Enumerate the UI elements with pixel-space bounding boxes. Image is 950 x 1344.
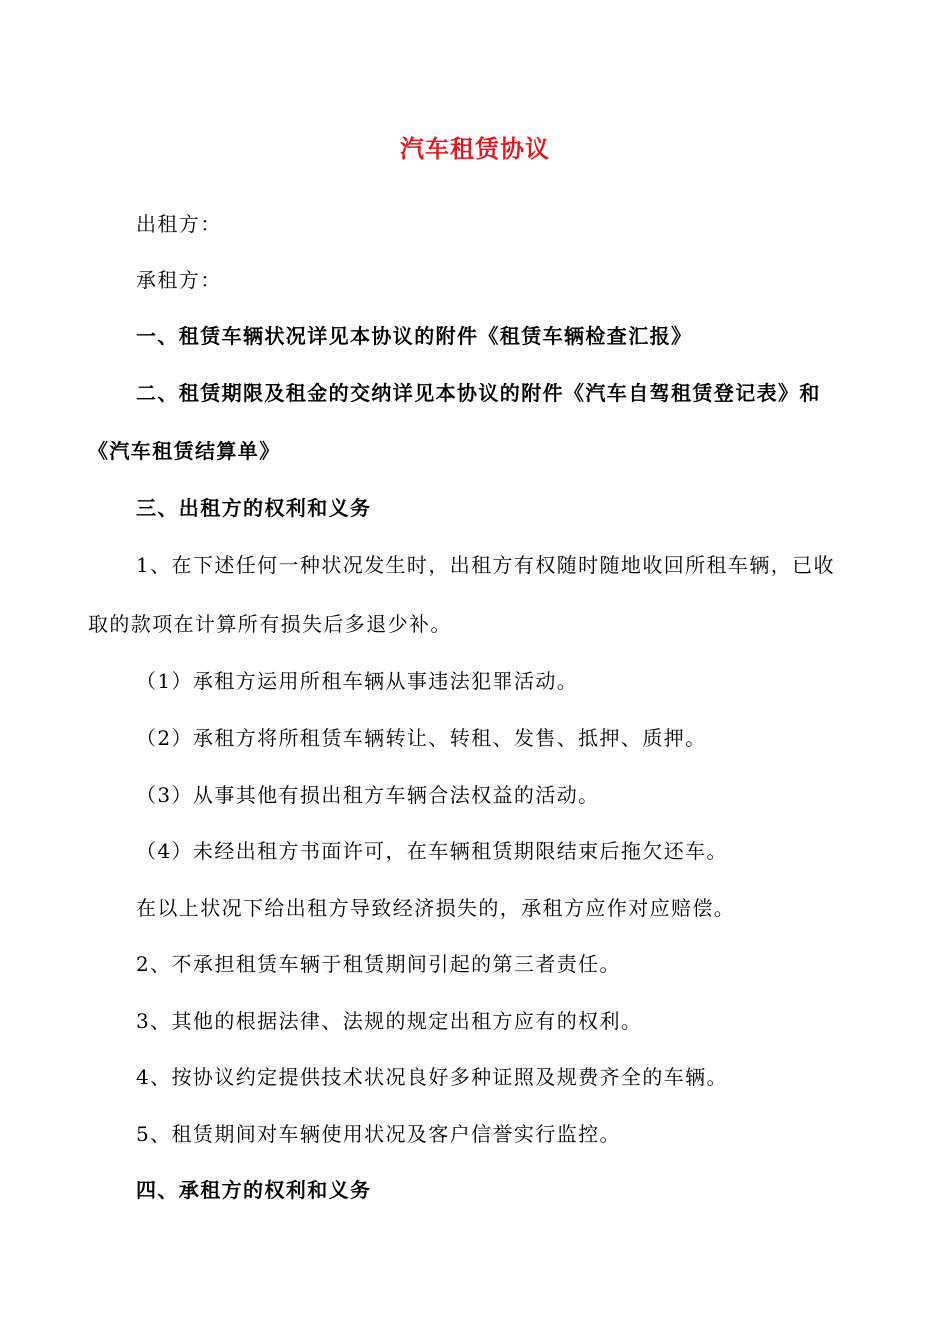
sub-item-1: （1）承租方运用所租车辆从事违法犯罪活动。 bbox=[136, 669, 579, 693]
item-1-line-1: 1、在下述任何一种状况发生时，出租方有权随时随地收回所租车辆，已收 bbox=[136, 553, 835, 577]
section-1: 一、租赁车辆状况详见本协议的附件《租赁车辆检查汇报》 bbox=[136, 324, 693, 348]
section-2-line-2: 《汽车租赁结算单》 bbox=[88, 439, 281, 463]
section-4-heading: 四、承租方的权利和义务 bbox=[136, 1178, 372, 1202]
lessee-label: 承租方： bbox=[136, 268, 222, 292]
item-2: 2、不承担租赁车辆于租赁期间引起的第三者责任。 bbox=[136, 952, 621, 976]
item-3: 3、其他的根据法律、法规的规定出租方应有的权利。 bbox=[136, 1009, 643, 1033]
sub-item-2: （2）承租方将所租赁车辆转让、转租、发售、抵押、质押。 bbox=[136, 726, 707, 750]
document-title: 汽车租赁协议 bbox=[400, 134, 550, 163]
item-5: 5、租赁期间对车辆使用状况及客户信誉实行监控。 bbox=[136, 1122, 621, 1146]
lessor-label: 出租方： bbox=[136, 212, 222, 236]
item-1-line-2: 取的款项在计算所有损失后多退少补。 bbox=[88, 612, 452, 636]
section-2-line-1: 二、租赁期限及租金的交纳详见本协议的附件《汽车自驾租赁登记表》和 bbox=[136, 381, 821, 405]
sub-item-3: （3）从事其他有损出租方车辆合法权益的活动。 bbox=[136, 783, 600, 807]
compensation-text: 在以上状况下给出租方导致经济损失的，承租方应作对应赔偿。 bbox=[136, 896, 736, 920]
item-4: 4、按协议约定提供技术状况良好多种证照及规费齐全的车辆。 bbox=[136, 1065, 728, 1089]
section-3-heading: 三、出租方的权利和义务 bbox=[136, 496, 372, 520]
sub-item-4: （4）未经出租方书面许可，在车辆租赁期限结束后拖欠还车。 bbox=[136, 839, 728, 863]
